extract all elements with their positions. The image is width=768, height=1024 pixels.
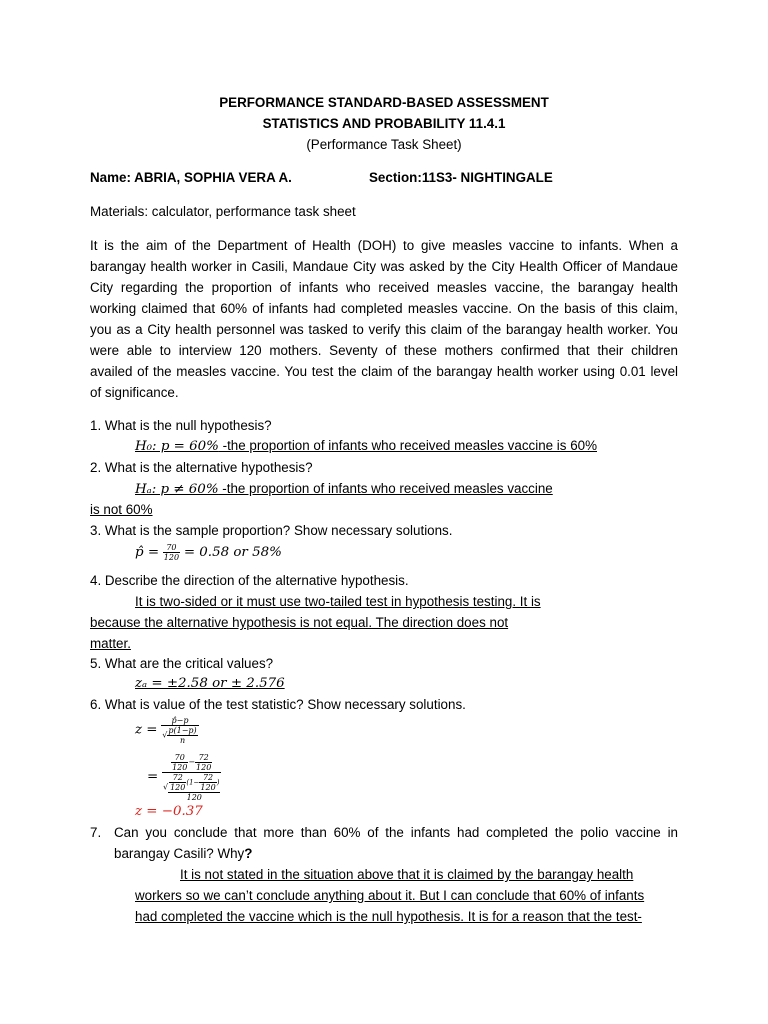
z-substitution-fraction xyxy=(162,753,221,802)
question-7-why: barangay Casili? Why xyxy=(114,846,245,861)
materials: Materials: calculator, performance task sheet xyxy=(90,204,356,219)
q-fraction-denominator: 120 xyxy=(200,783,216,792)
sample-fraction-denominator: 120 xyxy=(172,763,188,772)
answer-2-text: -the proportion of infants who received measles vaccine xyxy=(218,481,553,496)
question-6: 6. What is value of the test statistic? Show necessary solutions. xyxy=(90,697,466,712)
problem-line: you as a City health personnel was tasked to verify this claim of the barangay health worker. You xyxy=(90,322,678,337)
z-sub-numerator xyxy=(162,753,221,773)
answer-4-line: It is two-sided or it must use two-tailed test in hypothesis testing. It is xyxy=(135,594,541,609)
problem-line: It is the aim of the Department of Health (DOH) to give measles vaccine to infants. When a xyxy=(90,238,678,253)
z-formula-fraction xyxy=(161,716,198,745)
z-formula-root-denominator: n xyxy=(179,736,186,745)
null-hypothesis-math: H₀: p = 60% xyxy=(135,439,219,454)
question-7-number: 7. xyxy=(90,825,102,840)
answer-7-line: had completed the vaccine which is the null hypothesis. It is for a reason that the test- xyxy=(135,909,642,924)
answer-1 xyxy=(135,438,597,455)
question-7: Can you conclude that more than 60% of the infants had completed the polio vaccine in xyxy=(114,825,678,840)
one-minus: (1− xyxy=(186,778,200,787)
z-formula-denominator: √ $\frac{p(1-p)}{n}$ xyxy=(162,726,197,745)
header-subject: STATISTICS AND PROBABILITY 11.4.1 xyxy=(262,116,506,131)
q-fraction xyxy=(199,773,216,792)
student-name: Name: ABRIA, SOPHIA VERA A. xyxy=(90,170,292,185)
header-title: PERFORMANCE STANDARD-BASED ASSESSMENT xyxy=(219,95,549,110)
problem-line: working claimed that 60% of infants had completed measles vaccine. On the basis of this claim, xyxy=(90,301,678,316)
proportion-fraction xyxy=(163,543,180,562)
close-paren: ) xyxy=(216,778,220,787)
variance-numerator xyxy=(168,773,220,793)
p-fraction-denominator: 120 xyxy=(170,783,186,792)
variance-fraction xyxy=(168,773,220,802)
answer-4-line: matter. xyxy=(90,636,131,651)
q-fraction-numerator: 72 xyxy=(199,773,216,783)
z-sub-denominator: √ $\frac{72}{120}$ (1− $\frac{72}{120}$ ) 120 xyxy=(162,773,220,802)
p-hat-lhs: p̂ = xyxy=(135,545,160,560)
z-result: z = −0.37 xyxy=(135,804,203,819)
problem-line: availed of the measles vaccine. You test the claim of the barangay health worker using 0.01 level xyxy=(90,364,678,379)
answer-2 xyxy=(135,481,553,498)
problem-line: of significance. xyxy=(90,385,179,400)
problem-line: barangay health worker in Casili, Mandaue City was asked by the City Health Officer of Mandaue xyxy=(90,259,678,274)
z-substitution xyxy=(147,753,221,802)
answer-7-line: It is not stated in the situation above that it is claimed by the barangay health xyxy=(180,867,634,882)
answer-2-continued: is not 60% xyxy=(90,502,153,517)
header-subtitle: (Performance Task Sheet) xyxy=(306,137,462,152)
p-fraction-numerator: 72 xyxy=(169,773,186,783)
p-fraction xyxy=(169,773,186,792)
question-3: 3. What is the sample proportion? Show necessary solutions. xyxy=(90,523,453,538)
question-4: 4. Describe the direction of the alternative hypothesis. xyxy=(90,573,409,588)
alternative-hypothesis-math: Hₐ: p ≠ 60% xyxy=(135,482,219,497)
z-formula-root xyxy=(167,726,197,745)
z-lhs: z = xyxy=(135,722,158,738)
answer-1-text: -the proportion of infants who received measles vaccine is 60% xyxy=(218,438,597,453)
question-1: 1. What is the null hypothesis? xyxy=(90,418,272,433)
critical-values: zₐ = ±2.58 or ± 2.576 xyxy=(135,676,285,691)
z-formula xyxy=(135,716,199,745)
z-formula-numerator: p̂−p xyxy=(161,716,198,726)
sample-fraction-numerator: 70 xyxy=(171,753,188,763)
problem-line: City regarding the proportion of infants who received measles vaccine, the barangay health xyxy=(90,280,678,295)
question-7-continued xyxy=(114,846,252,862)
equals-sign: = xyxy=(147,769,159,785)
sample-proportion-result: = 0.58 or 58% xyxy=(183,545,282,560)
fraction-denominator: 120 xyxy=(163,552,180,562)
question-2: 2. What is the alternative hypothesis? xyxy=(90,460,313,475)
answer-4-line: because the alternative hypothesis is not equal. The direction does not xyxy=(90,615,509,630)
z-formula-root-numerator: p(1−p) xyxy=(168,726,197,735)
question-5: 5. What are the critical values? xyxy=(90,656,274,671)
sample-proportion-equation xyxy=(135,542,282,563)
question-7-mark: ? xyxy=(244,846,253,861)
variance-denominator: 120 xyxy=(186,793,202,802)
sample-fraction xyxy=(171,753,188,772)
student-section: Section:11S3- NIGHTINGALE xyxy=(369,170,553,185)
hypothesized-fraction xyxy=(195,753,212,772)
fraction-numerator: 70 xyxy=(163,543,180,553)
hypothesized-fraction-numerator: 72 xyxy=(195,753,212,763)
answer-7-line: workers so we can’t conclude anything about it. But I can conclude that 60% of infants xyxy=(135,888,645,903)
minus-sign: − xyxy=(188,757,196,767)
hypothesized-fraction-denominator: 120 xyxy=(196,763,212,772)
problem-line: were able to interview 120 mothers. Seventy of these mothers confirmed that their children xyxy=(90,343,678,358)
